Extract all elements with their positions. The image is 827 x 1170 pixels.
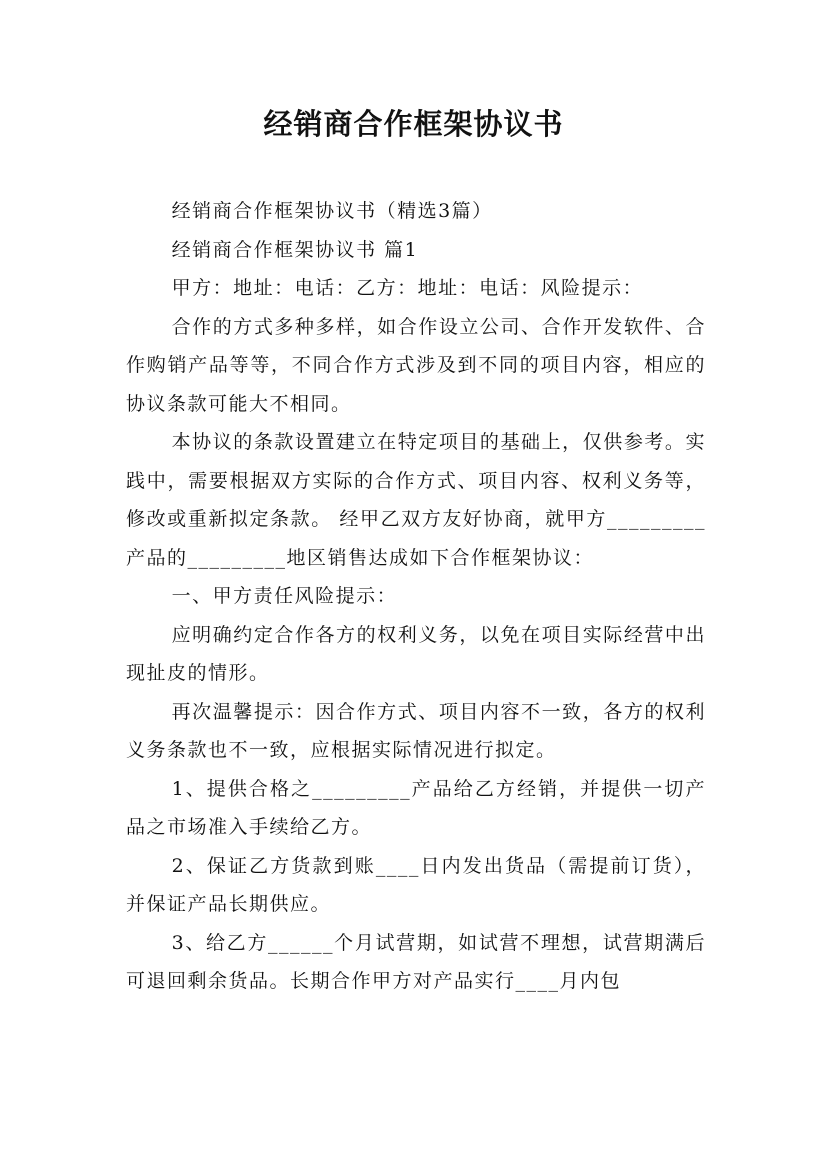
paragraph-risk-note-1: 合作的方式多种多样，如合作设立公司、合作开发软件、合作购销产品等等，不同合作方式涉及到不同的项目内容，相应的协议条款可能大不相同。 [126,315,706,415]
paragraph-risk-note-2: 本协议的条款设置建立在特定项目的基础上，仅供参考。实践中，需要根据双方实际的合作方式、项目内容、权利义务等，修改或重新拟定条款。 经甲乙双方友好协商，就甲方_________产品的_________地区销售达成如下合作框架协议： [126,431,706,569]
paragraph-clause-1: 1、提供合格之_________产品给乙方经销，并提供一切产品之市场准入手续给乙方。 [126,777,706,838]
paragraph-parties: 甲方：地址：电话：乙方：地址：电话：风险提示： [171,277,644,299]
document-body [126,192,706,1001]
paragraph-obligations-note: 应明确约定合作各方的权利义务，以免在项目实际经营中出现扯皮的情形。 [126,623,706,684]
document-title: 经销商合作框架协议书 [263,107,564,141]
paragraph-chapter-heading: 经销商合作框架协议书 篇1 [171,238,419,261]
paragraph-section-heading: 一、甲方责任风险提示： [171,585,398,607]
paragraph-subtitle: 经销商合作框架协议书（精选3篇） [171,200,493,222]
paragraph-clause-3: 3、给乙方______个月试营期，如试营不理想，试营期满后可退回剩余货品。长期合作甲方对产品实行____月内包 [126,931,706,992]
paragraph-clause-2: 2、保证乙方货款到账____日内发出货品（需提前订货），并保证产品长期供应。 [126,854,706,915]
paragraph-reminder: 再次温馨提示：因合作方式、项目内容不一致，各方的权利义务条款也不一致，应根据实际情况进行拟定。 [126,700,706,761]
